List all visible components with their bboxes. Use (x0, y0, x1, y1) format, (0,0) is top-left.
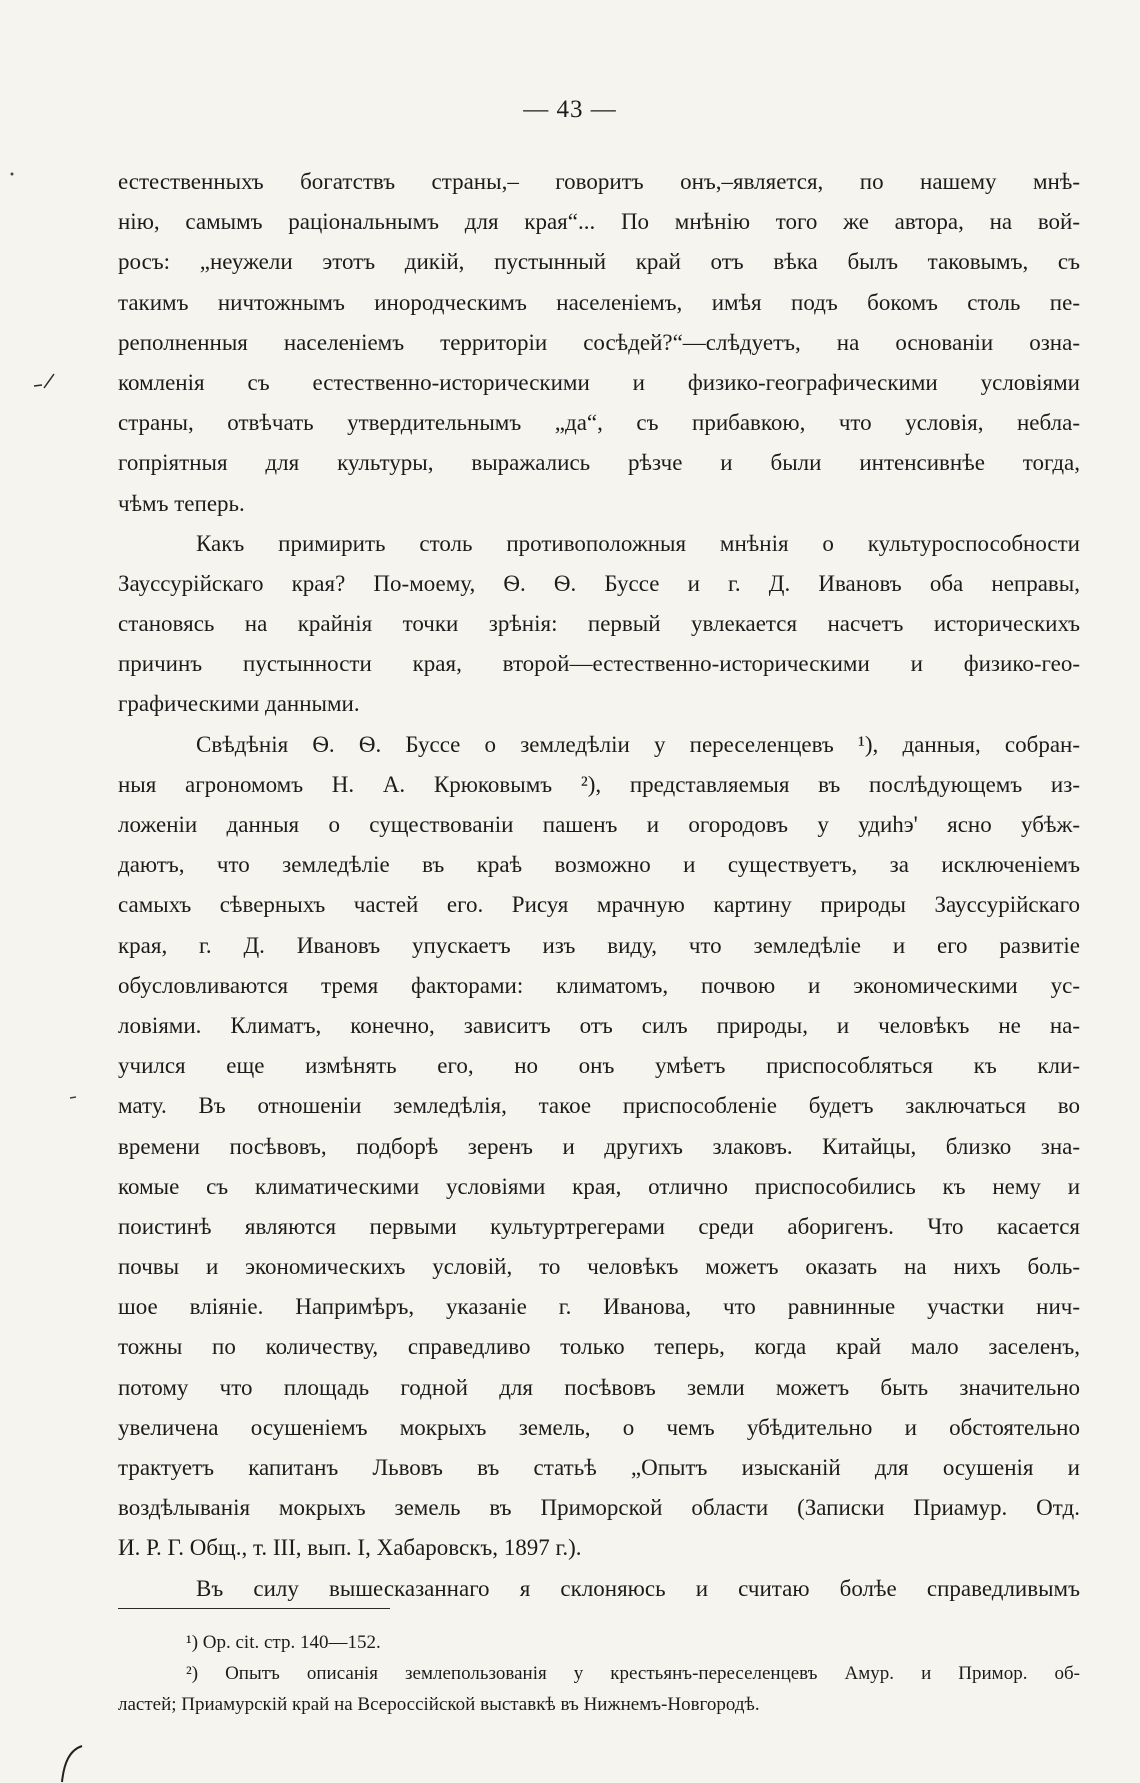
footnote-2: ²) Опытъ описанія землепользованія у крестьянъ-переселенцевъ Амур. и Примор. об- (186, 1663, 1080, 1684)
text-line: росъ: „неужели этотъ дикій, пустынный край отъ вѣка былъ таковымъ, съ (118, 249, 1080, 275)
text-line: края, г. Д. Ивановъ упускаетъ изъ виду, что земледѣліе и его развитіе (118, 932, 1080, 958)
text-line: увеличена осушеніемъ мокрыхъ земель, о чемъ убѣдительно и обстоятельно (118, 1414, 1080, 1440)
text-line: естественныхъ богатствъ страны,– говоритъ онъ,–является, по нашему мнѣ- (118, 169, 1080, 194)
text-line: ныя агрономомъ Н. А. Крюковымъ ²), представляемыя въ послѣдующемъ из- (118, 771, 1080, 797)
page-number: — 43 — (523, 96, 617, 123)
text-line: тожны по количеству, справедливо только теперь, когда край мало заселенъ, (118, 1334, 1080, 1360)
text-line: трактуетъ капитанъ Львовъ въ статьѣ „Опытъ изысканій для осушенія и (118, 1455, 1080, 1480)
paragraph-start-line: Какъ примирить столь противоположныя мнѣнія о культуроспособности (196, 530, 1080, 556)
text-line: потому что площадь годной для посѣвовъ земли можетъ быть значительно (118, 1374, 1080, 1400)
text-line: Зауссурійскаго края? По-моему, Ѳ. Ѳ. Буссе и г. Д. Ивановъ оба неправы, (118, 570, 1080, 596)
footnote-2-continuation: ластей; Приамурскій край на Всероссійской выставкѣ въ Нижнемъ-Новгородѣ. (118, 1694, 760, 1715)
paragraph-start-line: Свѣдѣнія Ѳ. Ѳ. Буссе о земледѣліи у переселенцевъ ¹), данныя, собран- (196, 731, 1080, 757)
text-line: обусловливаются тремя факторами: климатомъ, почвою и экономическими ус- (118, 972, 1080, 998)
corner-mark (56, 1740, 86, 1783)
footnote-1: ¹) Op. cit. стр. 140—152. (186, 1632, 381, 1653)
text-line: шое вліяніе. Напримѣръ, указаніе г. Иванова, что равнинные участки нич- (118, 1294, 1080, 1320)
text-line: почвы и экономическихъ условій, то человѣкъ можетъ оказать на нихъ боль- (118, 1254, 1080, 1280)
text-line: воздѣлыванія мокрыхъ земель въ Приморской области (Записки Приамур. Отд. (118, 1495, 1080, 1521)
paragraph-start-line: Въ силу вышесказаннаго я склоняюсь и считаю болѣе справедливымъ (196, 1575, 1080, 1601)
text-line: причинъ пустынности края, второй—естественно-историческими и физико-гео- (118, 651, 1080, 677)
text-line: комые съ климатическими условіями края, отлично приспособились къ нему и (118, 1173, 1080, 1199)
text-line: такимъ ничтожнымъ инородческимъ населеніемъ, имѣя подъ бокомъ столь пе- (118, 289, 1080, 315)
text-line: графическими данными. (118, 691, 360, 717)
text-line: даютъ, что земледѣліе въ краѣ возможно и существуетъ, за исключеніемъ (118, 852, 1080, 878)
margin-pencil-mark (32, 370, 58, 392)
text-line: поистинѣ являются первыми культуртрегерами среди аборигенъ. Что касается (118, 1213, 1080, 1239)
text-line: чѣмъ теперь. (118, 490, 245, 516)
footnotes (118, 1627, 1080, 1720)
text-line: И. Р. Г. Общ., т. III, вып. I, Хабаровскъ, 1897 г.). (118, 1535, 582, 1561)
text-line: самыхъ сѣверныхъ частей его. Рисуя мрачную картину природы Зауссурійскаго (118, 892, 1080, 918)
margin-dot (8, 170, 16, 178)
text-line: гопріятныя для культуры, выражались рѣзче и были интенсивнѣе тогда, (118, 450, 1080, 476)
text-line: учился еще измѣнять его, но онъ умѣетъ приспособляться къ кли- (118, 1053, 1080, 1079)
text-line: мату. Въ отношеніи земледѣлія, такое приспособленіе будетъ заключаться во (118, 1093, 1080, 1119)
text-line: нію, самымъ раціональнымъ для края“... По мнѣнію того же автора, на вой- (118, 209, 1080, 235)
text-line: комленія съ естественно-историческими и физико-географическими условіями (118, 369, 1080, 395)
footnote-divider (118, 1608, 390, 1609)
text-line: ложеніи данныя о существованіи пашенъ и огородовъ у удиhэ' ясно убѣж- (118, 812, 1080, 837)
margin-dot (68, 1094, 78, 1102)
body-text (118, 162, 1080, 1609)
text-line: реполненныя населеніемъ территоріи сосѣдей?“—слѣдуетъ, на основаніи озна- (118, 329, 1080, 355)
text-line: времени посѣвовъ, подборѣ зеренъ и другихъ злаковъ. Китайцы, близко зна- (118, 1133, 1080, 1159)
text-line: ловіями. Климатъ, конечно, зависитъ отъ силъ природы, и человѣкъ не на- (118, 1012, 1080, 1038)
text-line: страны, отвѣчать утвердительнымъ „да“, съ прибавкою, что условія, небла- (118, 410, 1080, 436)
text-line: становясь на крайнія точки зрѣнія: первый увлекается насчетъ историческихъ (118, 611, 1080, 637)
